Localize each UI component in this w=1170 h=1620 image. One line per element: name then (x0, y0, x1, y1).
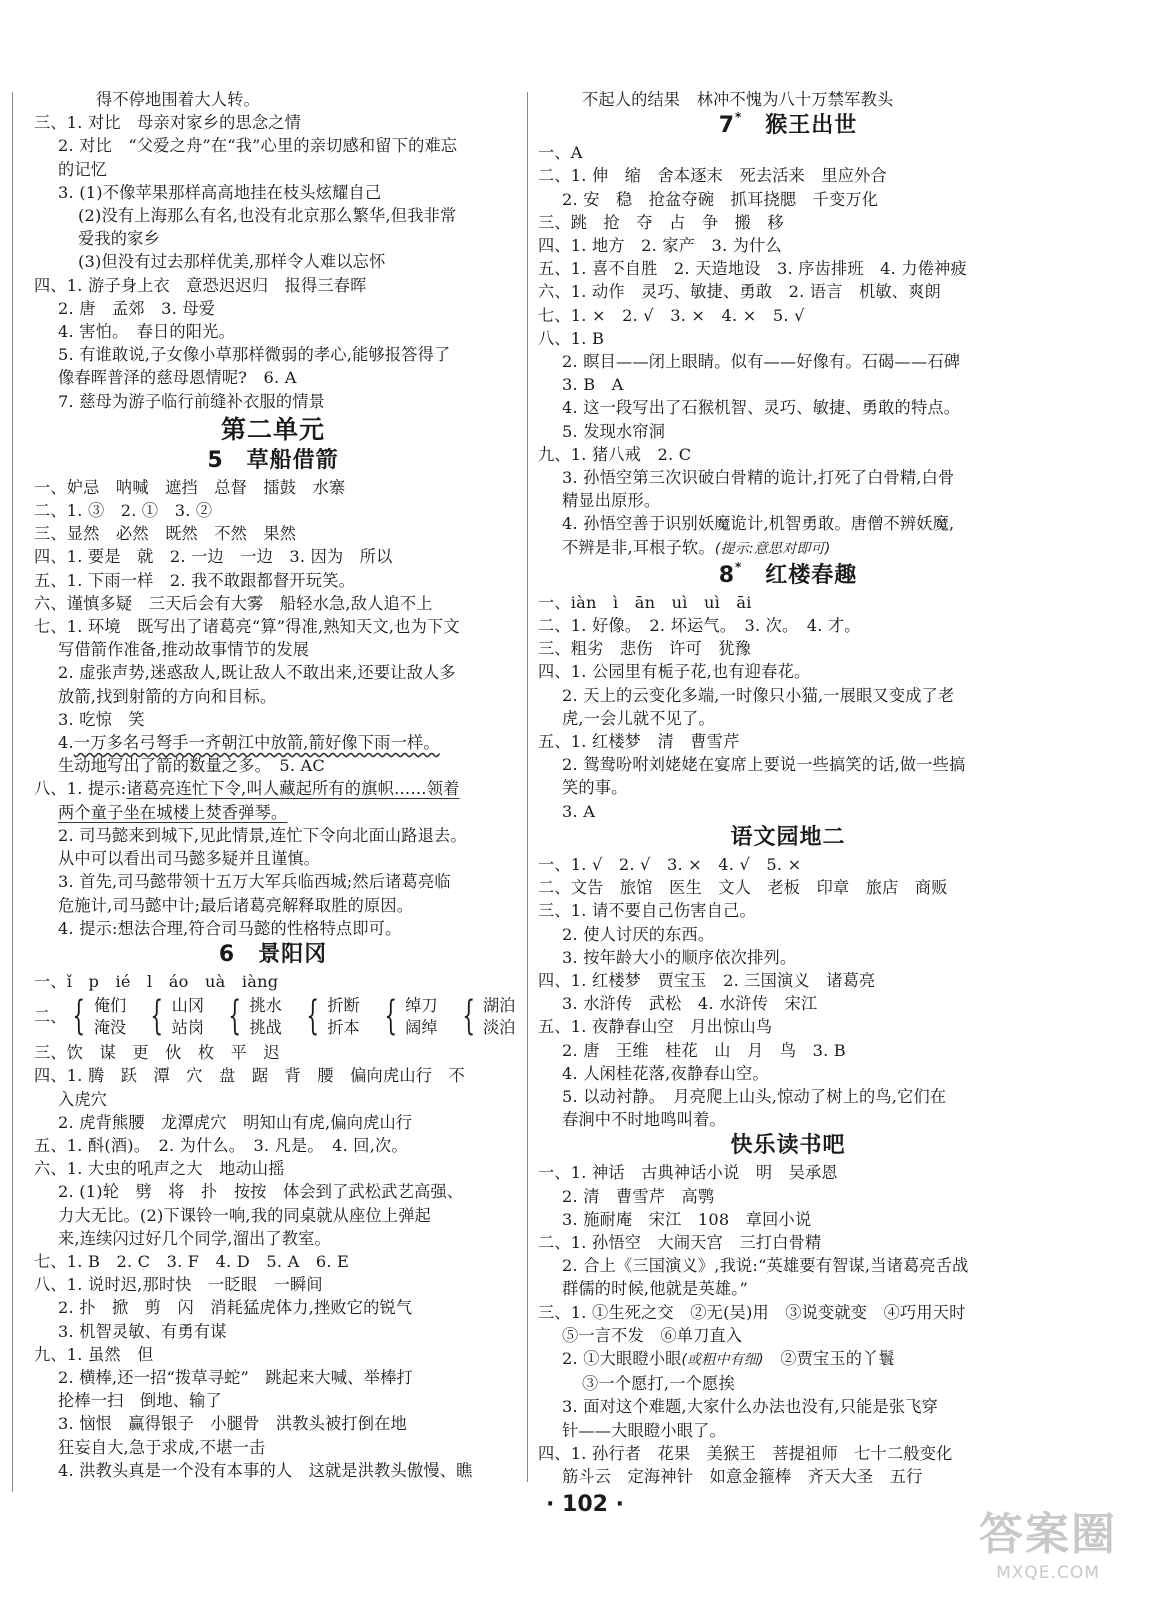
word-pair (249, 995, 281, 1039)
answer-line: 四、1. 要是 就 2. 一边 一边 3. 因为 所以 (34, 547, 393, 567)
answer-line: 放箭,找到射箭的方向和目标。 (58, 686, 277, 706)
answer-line: 一、妒忌 呐喊 遮挡 总督 擂鼓 水寨 (34, 477, 346, 497)
answer-line: 4. 孙悟空善于识别妖魔诡计,机智勇敢。唐僧不辨妖魔, (562, 514, 955, 534)
lesson-name: 猴王出世 (765, 113, 858, 139)
answer-line: 四、1. 腾 跃 潭 穴 盘 踞 背 腰 偏向虎山行 不 (34, 1066, 465, 1086)
answer-line: 五、1. 红楼梦 清 曹雪芹 (538, 732, 740, 752)
answer-line: 3. 首先,司马懿带领十五万大军兵临西城;然后诸葛亮临 (58, 872, 451, 892)
answer-line: 3. 吃惊 笑 (58, 709, 145, 729)
answer-line: 4. 洪教头真是一个没有本事的人 这就是洪教头傲慢、瞧 (58, 1460, 473, 1480)
answer-line: 二、1. ③ 2. ① 3. ② (34, 501, 213, 521)
answer-line: 九、1. 猪八戒 2. C (538, 444, 692, 464)
answer-line: 笑的事。 (562, 778, 628, 798)
answer-line: 二、1. 孙悟空 大闹天宫 三打白骨精 (538, 1232, 822, 1252)
word: 挑战 (249, 1018, 282, 1038)
lesson-name: 红楼春趣 (765, 562, 858, 588)
answer-line (34, 731, 512, 754)
answer-line: 2. 司马懿来到城下,见此情景,连忙下令向北面山路退去。 (58, 825, 467, 845)
answer-line: 2. 扑 掀 剪 闪 消耗猛虎体力,挫败它的锐气 (58, 1298, 413, 1318)
right-column (538, 88, 1038, 1488)
answer-line: 力大无比。(2)下课铃一响,我的同桌就从座位上弹起 (58, 1205, 432, 1225)
lesson-title (538, 111, 1038, 141)
answer-line: 写借箭作准备,推动故事情节的发展 (58, 640, 310, 660)
answer-line: 一、1. √ 2. √ 3. × 4. √ 5. × (538, 854, 802, 874)
answer-line: 危施计,司马懿中计;最后诸葛亮解释取胜的原因。 (58, 895, 414, 915)
answer-line: 2. 虎背熊腰 龙潭虎穴 明知山有虎,偏向虎山行 (58, 1112, 413, 1132)
answer-line (34, 801, 512, 824)
unit-heading: 第二单元 (220, 414, 325, 444)
hint-text: (或粗中有细) (681, 1351, 764, 1368)
answer-line: 四、1. 公园里有栀子花,也有迎春花。 (538, 662, 811, 682)
answer-line (538, 1347, 1038, 1372)
word-pair (405, 995, 437, 1039)
answer-line: 一、1. 神话 古典神话小说 明 吴承恩 (538, 1163, 838, 1183)
answer-line: 2. 唐 孟郊 3. 母爱 (58, 298, 216, 318)
answer-line: 4. 提示:想法合理,符合司马懿的性格特点即可。 (58, 918, 402, 938)
answer-line: 四、1. 游子身上衣 意恐迟迟归 报得三春晖 (34, 275, 367, 295)
answer-line: 群儒的时候,他就是英雄。” (562, 1279, 748, 1299)
answer-text: 2. ①大眼瞪小眼 (562, 1348, 682, 1368)
answer-line: 七、1. × 2. √ 3. × 4. × 5. √ (538, 305, 805, 325)
word-pair (94, 995, 126, 1039)
answer-line: 二、1. 好像。 2. 坏运气。 3. 次。 4. 才。 (538, 616, 861, 636)
wavy-underlined-quote: 一万多名弓弩手一齐朝江中放箭,箭好像下雨一样。 (73, 733, 440, 753)
hint-text: (提示:意思对即可) (714, 540, 831, 557)
lesson-title: 5 草船借箭 (207, 447, 339, 473)
answer-line: 2. 使人讨厌的东西。 (562, 924, 715, 944)
answer-line: 七、1. B 2. C 3. F 4. D 5. A 6. E (34, 1251, 350, 1271)
answer-line: 2. 清 曹雪芹 高鹗 (562, 1186, 715, 1206)
answer-line: 的记忆 (58, 159, 108, 179)
answer-line: 一、ǐ p ié l áo uà iàng (34, 971, 279, 991)
item-number: 4. (58, 733, 74, 753)
lesson-title: 6 景阳冈 (218, 941, 328, 967)
answer-line: 四、1. 地方 2. 家产 3. 为什么 (538, 236, 782, 256)
answer-text: 不辨是非,耳根子软。 (562, 537, 715, 557)
answer-line: 五、1. 下雨一样 2. 我不敢跟都督开玩笑。 (34, 570, 355, 590)
answer-line: 7. 慈母为游子临行前缝补衣服的情景 (58, 391, 326, 411)
word: 淹没 (93, 1018, 127, 1038)
answer-line: 5. 发现水帘洞 (562, 421, 666, 441)
answer-line: 抡棒一扫 倒地、输了 (58, 1391, 222, 1411)
watermark-text: 答案圈 (979, 1509, 1117, 1560)
answer-line: 3. A (562, 801, 596, 821)
brace-icon: { (228, 993, 242, 1040)
word: 俺们 (93, 996, 127, 1016)
answer-line: 三、显然 必然 既然 不然 果然 (34, 524, 297, 544)
answer-line: 三、1. 请不要自己伤害自己。 (538, 901, 756, 921)
brace-icon: { (150, 993, 164, 1040)
word-pair (327, 995, 359, 1039)
answer-line: 三、跳 抢 夺 占 争 搬 移 (538, 212, 784, 232)
answer-line: 二、文告 旅馆 医生 文人 老板 印章 旅店 商贩 (538, 878, 948, 898)
answer-line: 3. 面对这个难题,大家什么办法也没有,只能是张飞穿 (562, 1397, 939, 1417)
answer-line: 3. 机智灵敏、有勇有谋 (58, 1321, 227, 1341)
answer-line: 生动地写出了箭的数量之多。 5. AC (58, 756, 325, 776)
answer-line: ③一个愿打,一个愿挨 (582, 1374, 735, 1394)
lesson-number: 7 (718, 113, 735, 139)
word: 山冈 (171, 996, 205, 1016)
answer-line: 五、1. 喜不自胜 2. 天造地设 3. 序齿排班 4. 力倦神疲 (538, 259, 967, 279)
answer-line: ⑤一言不发 ⑥单刀直入 (562, 1325, 743, 1345)
lesson-title (538, 561, 1038, 591)
item-prefix: 二、 (34, 1007, 67, 1027)
answer-line: 筋斗云 定海神针 如意金箍棒 齐天大圣 五行 (562, 1466, 923, 1486)
answer-line: 3. 水浒传 武松 4. 水浒传 宋江 (562, 994, 818, 1014)
word-pair (172, 995, 204, 1039)
underlined-quote: 两个童子坐在城楼上焚香弹琴。 (58, 802, 288, 822)
answer-line: 五、1. 夜静春山空 月出惊山鸟 (538, 1017, 773, 1037)
answer-line: 2. 鸳鸯吩咐刘姥姥在宴席上要说一些搞笑的话,做一些搞 (562, 755, 966, 775)
answer-line: 4. 人闲桂花落,夜静春山空。 (562, 1063, 769, 1083)
answer-line: 一、iàn ì ān uì uì āi (538, 592, 752, 612)
answer-line: 六、1. 动作 灵巧、敏捷、勇敢 2. 语言 机敏、爽朗 (538, 282, 941, 302)
left-column (34, 88, 516, 1482)
brace-icon: { (306, 993, 319, 1040)
answer-line: 像春晖普泽的慈母恩情呢? 6. A (58, 368, 297, 388)
answer-line (34, 777, 512, 800)
answer-line: 三、饮 谋 更 伙 枚 平 迟 (34, 1043, 280, 1063)
item-prefix: 八、1. 提示: (34, 779, 127, 799)
answer-line: 九、1. 虽然 但 (34, 1344, 154, 1364)
lesson-number: 8 (718, 562, 735, 588)
answer-line: 三、粗劣 悲伤 许可 犹豫 (538, 639, 752, 659)
optional-star: * (735, 559, 743, 574)
answer-line: 一、A (538, 143, 583, 163)
answer-line: 2. 天上的云变化多端,一时像只小猫,一展眼又变成了老 (562, 685, 955, 705)
answer-line: 2. (1)轮 劈 将 扑 按按 体会到了武松武艺高强、 (58, 1182, 464, 1202)
answer-line: 三、1. 对比 母亲对家乡的思念之情 (34, 113, 302, 133)
brace-icon: { (461, 993, 475, 1040)
answer-line: (2)没有上海那么有名,也没有北京那么繁华,但我非常 (78, 206, 457, 226)
answer-line: 八、1. B (538, 328, 605, 348)
word: 阔绰 (405, 1018, 438, 1038)
answer-line: 狂妄自大,急于求成,不堪一击 (58, 1437, 266, 1457)
word: 折本 (327, 1018, 360, 1038)
answer-line: 入虎穴 (58, 1089, 108, 1109)
word: 淡泊 (482, 1018, 516, 1038)
answer-line: 4. 害怕。 春日的阳光。 (58, 322, 235, 342)
left-margin-rule (12, 92, 13, 1492)
answer-line: 3. (1)不像苹果那样高高地挂在枝头炫耀自己 (58, 182, 382, 202)
answer-line: 二、1. 伸 缩 舍本逐末 死去活来 里应外合 (538, 166, 887, 186)
answer-line: 春涧中不时地鸣叫着。 (562, 1110, 726, 1130)
answer-line: 不起人的结果 林冲不愧为八十万禁军教头 (582, 90, 894, 109)
word-pairs-row (34, 993, 516, 1041)
word: 折断 (327, 996, 360, 1016)
brace-icon: { (72, 993, 86, 1040)
answer-line: 3. 按年龄大小的顺序依次排列。 (562, 947, 797, 967)
word: 绰刀 (405, 996, 438, 1016)
answer-line: 得不停地围着大人转。 (96, 90, 260, 109)
answer-line: 五、1. 酙(酒)。 2. 为什么。 3. 凡是。 4. 回,次。 (34, 1135, 408, 1155)
answer-line: 六、谨慎多疑 三天后会有大雾 船轻水急,敌人追不上 (34, 593, 433, 613)
watermark-url: MXQE.COM (996, 1563, 1100, 1583)
answer-line: 七、1. 环境 既写出了诸葛亮“算”得准,熟知天文,也为下文 (34, 617, 460, 637)
answer-line: 2. 横棒,还一招“拨草寻蛇” 跳起来大喊、举棒打 (58, 1367, 413, 1387)
answer-line: 3. B A (562, 375, 624, 395)
answer-line: 5. 有谁敢说,子女像小草那样微弱的孝心,能够报答得了 (58, 345, 451, 365)
answer-line: 爱我的家乡 (78, 229, 160, 249)
answer-line: 针——大眼瞪小眼了。 (562, 1420, 726, 1440)
answer-line: 四、1. 红楼梦 贾宝玉 2. 三国演义 诸葛亮 (538, 970, 876, 990)
column-divider (527, 92, 528, 1482)
answer-line: 八、1. 说时迟,那时快 一眨眼 一瞬间 (34, 1275, 323, 1295)
word: 站岗 (171, 1018, 205, 1038)
answer-line: 来,连续闪过好几个同学,溜出了教室。 (58, 1228, 331, 1248)
word: 挑水 (249, 996, 282, 1016)
answer-line: 5. 以动衬静。 月亮爬上山头,惊动了树上的鸟,它们在 (562, 1086, 947, 1106)
answer-line: 虎,一会儿就不见了。 (562, 708, 715, 728)
answer-line: 4. 这一段写出了石猴机智、灵巧、敏捷、勇敢的特点。 (562, 398, 961, 418)
answer-line: 精显出原形。 (562, 491, 661, 511)
brace-icon: { (384, 993, 397, 1040)
watermark-logo (948, 1507, 1148, 1602)
section-title: 快乐读书吧 (730, 1133, 846, 1159)
answer-text: ②贾宝玉的丫鬟 (763, 1348, 895, 1368)
answer-line: 2. 对比 “父爱之舟”在“我”心里的亲切感和留下的难忘 (58, 136, 458, 156)
answer-line: 3. 孙悟空第三次识破白骨精的诡计,打死了白骨精,白骨 (562, 468, 955, 488)
answer-line: 2. 虚张声势,迷惑敌人,既让敌人不敢出来,还要让敌人多 (58, 663, 456, 683)
answer-line: 从中可以看出司马懿多疑并且谨慎。 (58, 849, 321, 869)
answer-line: 四、1. 孙行者 花果 美猴王 菩提祖师 七十二般变化 (538, 1443, 953, 1463)
page-number: · 102 · (546, 1492, 624, 1517)
underlined-quote: 诸葛亮连忙下令,叫人藏起所有的旗帜……领着 (126, 779, 460, 799)
word: 湖泊 (482, 996, 516, 1016)
answer-line: 2. 合上《三国演义》,我说:“英雄要有智谋,当诸葛亮舌战 (562, 1256, 969, 1276)
answer-line: 三、1. ①生死之交 ②无(吴)用 ③说变就变 ④巧用天时 (538, 1302, 966, 1322)
answer-line (538, 536, 1038, 561)
answer-line: 3. 施耐庵 宋江 108 章回小说 (562, 1209, 812, 1229)
optional-star: * (735, 110, 743, 125)
answer-line: 3. 恼恨 赢得银子 小腿骨 洪教头被打倒在地 (58, 1414, 407, 1434)
answer-line: 2. 瞑目——闭上眼睛。似有——好像有。石碣——石碑 (562, 352, 961, 372)
answer-line: 六、1. 大虫的吼声之大 地动山摇 (34, 1159, 285, 1179)
answer-line: (3)但没有过去那样优美,那样令人难以忘怀 (78, 252, 386, 272)
answer-line: 2. 安 稳 抢盆夺碗 抓耳挠腮 千变万化 (562, 189, 879, 209)
word-pair (483, 995, 515, 1039)
section-title: 语文园地二 (730, 824, 846, 850)
answer-line: 2. 唐 王维 桂花 山 月 鸟 3. B (562, 1040, 846, 1060)
